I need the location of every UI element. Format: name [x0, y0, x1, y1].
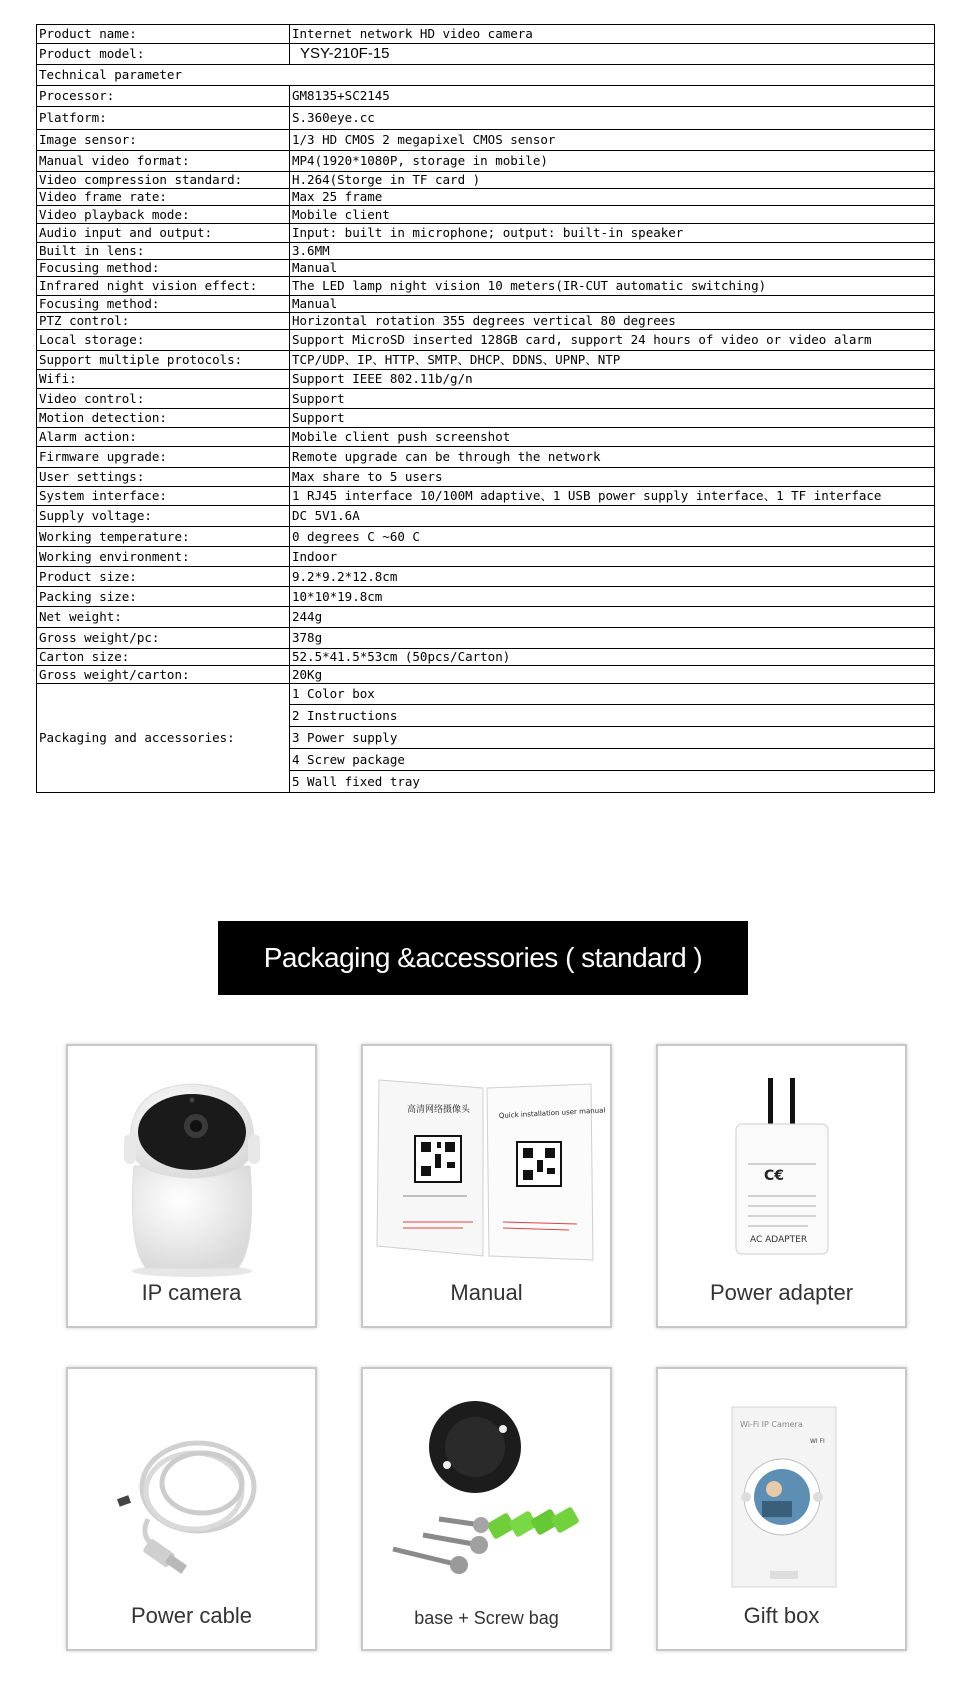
accessory-card-ip-camera: [66, 1044, 317, 1328]
spec-label: Image sensor:: [37, 130, 290, 151]
spec-value: The LED lamp night vision 10 meters(IR-CUT automatic switching): [290, 277, 935, 296]
spec-row: [37, 189, 935, 206]
spec-value: Support MicroSD inserted 128GB card, support 24 hours of video or video alarm: [290, 330, 935, 351]
accessory-card-manual: [361, 1044, 612, 1328]
spec-value: 3.6MM: [290, 243, 935, 260]
spec-label: Video frame rate:: [37, 189, 290, 206]
spec-label: Net weight:: [37, 607, 290, 628]
spec-label: Carton size:: [37, 649, 290, 666]
spec-row: [37, 330, 935, 351]
spec-label: Built in lens:: [37, 243, 290, 260]
spec-value: TCP/UDP、IP、HTTP、SMTP、DHCP、DDNS、UPNP、NTP: [290, 351, 935, 370]
spec-label: Motion detection:: [37, 409, 290, 428]
spec-row: [37, 666, 935, 684]
spec-value: Internet network HD video camera: [290, 25, 935, 44]
spec-value: Mobile client push screenshot: [290, 428, 935, 447]
spec-row: [37, 65, 935, 86]
packaging-item: 5 Wall fixed tray: [290, 771, 935, 793]
spec-row: [37, 506, 935, 527]
spec-label: Working environment:: [37, 547, 290, 567]
spec-label: Manual video format:: [37, 151, 290, 172]
packaging-label: Packaging and accessories:: [37, 684, 290, 793]
spec-value: GM8135+SC2145: [290, 86, 935, 107]
spec-row: [37, 447, 935, 468]
spec-row: [37, 224, 935, 243]
spec-label: Firmware upgrade:: [37, 447, 290, 468]
spec-row: [37, 389, 935, 409]
accessory-card-power-adapter: [656, 1044, 907, 1328]
spec-row: [37, 130, 935, 151]
spec-label: Gross weight/carton:: [37, 666, 290, 684]
spec-label: Support multiple protocols:: [37, 351, 290, 370]
spec-label: Product model:: [37, 44, 290, 65]
spec-table: [36, 24, 935, 793]
accessory-card-power-cable: [66, 1367, 317, 1651]
spec-row: [37, 527, 935, 547]
spec-value: 1/3 HD CMOS 2 megapixel CMOS sensor: [290, 130, 935, 151]
spec-value: 1 RJ45 interface 10/100M adaptive、1 USB power supply interface、1 TF interface: [290, 487, 935, 506]
spec-label: Supply voltage:: [37, 506, 290, 527]
spec-value: 52.5*41.5*53cm (50pcs/Carton): [290, 649, 935, 666]
adapter-brand: AC ADAPTER: [750, 1235, 808, 1245]
packaging-item: 4 Screw package: [290, 749, 935, 771]
spec-row: [37, 628, 935, 649]
spec-value: S.360eye.cc: [290, 107, 935, 130]
base-screw-bag-image: [363, 1369, 610, 1649]
spec-row: [37, 296, 935, 313]
spec-label: Focusing method:: [37, 296, 290, 313]
spec-row: [37, 468, 935, 487]
spec-value: 20Kg: [290, 666, 935, 684]
giftbox-top-text: Wi-Fi IP Camera: [740, 1420, 803, 1429]
spec-row: [37, 487, 935, 506]
spec-value: H.264(Storge in TF card ): [290, 172, 935, 189]
spec-value: 9.2*9.2*12.8cm: [290, 567, 935, 587]
spec-label: Gross weight/pc:: [37, 628, 290, 649]
manual-left-title: 高清网络摄像头: [407, 1105, 471, 1115]
packaging-row: [37, 684, 935, 705]
spec-row: [37, 409, 935, 428]
spec-row: [37, 86, 935, 107]
spec-row: [37, 587, 935, 607]
spec-row: [37, 370, 935, 389]
accessory-card-base-screw-bag: [361, 1367, 612, 1651]
spec-row: [37, 567, 935, 587]
spec-label: Wifi:: [37, 370, 290, 389]
spec-row: [37, 277, 935, 296]
spec-label: Focusing method:: [37, 260, 290, 277]
accessory-caption: Power cable: [130, 1603, 253, 1628]
adapter-marks: C€: [764, 1168, 785, 1184]
spec-row: [37, 243, 935, 260]
spec-row: [37, 351, 935, 370]
spec-value: 378g: [290, 628, 935, 649]
spec-value: Support: [290, 389, 935, 409]
spec-value: 244g: [290, 607, 935, 628]
spec-label: Audio input and output:: [37, 224, 290, 243]
spec-value: Support: [290, 409, 935, 428]
spec-value: 0 degrees C ~60 C: [290, 527, 935, 547]
spec-value: Support IEEE 802.11b/g/n: [290, 370, 935, 389]
spec-value: DC 5V1.6A: [290, 506, 935, 527]
spec-label: Infrared night vision effect:: [37, 277, 290, 296]
spec-value: 10*10*19.8cm: [290, 587, 935, 607]
spec-value: Max share to 5 users: [290, 468, 935, 487]
spec-label: Product name:: [37, 25, 290, 44]
spec-value: Manual: [290, 260, 935, 277]
spec-value: Input: built in microphone; output: built-in speaker: [290, 224, 935, 243]
accessory-card-gift-box: [656, 1367, 907, 1651]
spec-value: Mobile client: [290, 206, 935, 224]
spec-label: Working temperature:: [37, 527, 290, 547]
accessory-caption: Manual: [450, 1280, 523, 1305]
spec-value: Indoor: [290, 547, 935, 567]
spec-row: [37, 151, 935, 172]
spec-value: YSY-210F-15: [290, 44, 935, 65]
accessory-caption: IP camera: [141, 1280, 242, 1305]
spec-row: [37, 428, 935, 447]
spec-label: Video compression standard:: [37, 172, 290, 189]
spec-label: System interface:: [37, 487, 290, 506]
spec-row: [37, 649, 935, 666]
spec-value: MP4(1920*1080P, storage in mobile): [290, 151, 935, 172]
spec-row: [37, 107, 935, 130]
spec-label: Local storage:: [37, 330, 290, 351]
accessory-caption: Gift box: [743, 1603, 820, 1628]
spec-row: [37, 25, 935, 44]
packaging-banner: Packaging &accessories ( standard ): [218, 921, 748, 995]
packaging-item: 3 Power supply: [290, 727, 935, 749]
accessory-caption: Power adapter: [709, 1280, 854, 1305]
spec-label: Video playback mode:: [37, 206, 290, 224]
spec-row: [37, 547, 935, 567]
spec-row: [37, 313, 935, 330]
packaging-item: 1 Color box: [290, 684, 935, 705]
spec-value: Manual: [290, 296, 935, 313]
spec-value: Max 25 frame: [290, 189, 935, 206]
spec-row: [37, 44, 935, 65]
accessory-caption: base + Screw bag: [414, 1608, 559, 1628]
spec-row: [37, 607, 935, 628]
spec-label: Alarm action:: [37, 428, 290, 447]
spec-label: Processor:: [37, 86, 290, 107]
spec-row: [37, 260, 935, 277]
spec-label: Technical parameter: [37, 65, 935, 86]
spec-label: Platform:: [37, 107, 290, 130]
spec-label: User settings:: [37, 468, 290, 487]
spec-row: [37, 206, 935, 224]
spec-label: Packing size:: [37, 587, 290, 607]
spec-row: [37, 172, 935, 189]
spec-value: Horizontal rotation 355 degrees vertical 80 degrees: [290, 313, 935, 330]
spec-label: PTZ control:: [37, 313, 290, 330]
giftbox-badge: WI FI: [810, 1438, 825, 1445]
spec-value: Remote upgrade can be through the network: [290, 447, 935, 468]
packaging-item: 2 Instructions: [290, 705, 935, 727]
spec-label: Video control:: [37, 389, 290, 409]
spec-label: Product size:: [37, 567, 290, 587]
manual-right-title: Quick installation user manual: [498, 1106, 606, 1120]
